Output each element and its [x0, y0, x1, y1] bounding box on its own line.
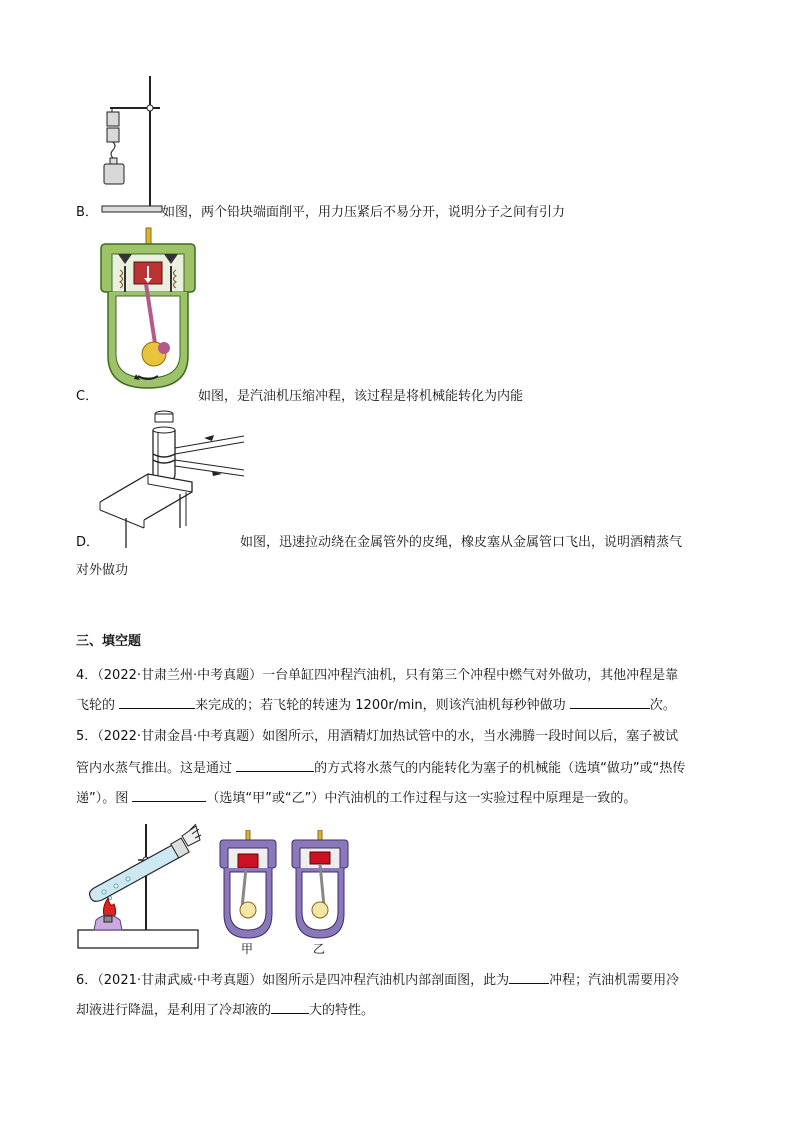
engine-jia-figure	[218, 830, 278, 942]
metal-tube-figure	[96, 408, 246, 548]
q6-blank-1[interactable]	[509, 970, 549, 984]
lead-blocks-figure	[98, 72, 164, 218]
option-d-text-line2: 对外做功	[76, 563, 129, 578]
option-d-letter: D．	[76, 535, 100, 550]
q6-line1-b: 冲程；汽油机需要用冷	[549, 973, 680, 988]
q4-blank-2[interactable]	[570, 695, 650, 709]
q6-blank-2[interactable]	[271, 1000, 309, 1014]
option-c	[76, 388, 524, 406]
q5-blank-1[interactable]	[236, 758, 314, 772]
q5-line2-b: 的方式将水蒸气的内能转化为塞子的机械能（选填“做功”或“热传	[314, 761, 686, 776]
option-b-text: 如图，两个铅块端面削平，用力压紧后不易分开，说明分子之间有引力	[162, 205, 566, 220]
option-b	[76, 204, 566, 222]
q5-line2	[76, 758, 685, 778]
q4-line2-b: 来完成的；若飞轮的转速为 1200r/min，则该汽油机每秒钟做功	[195, 698, 570, 713]
option-d-text-line1: 如图，迅速拉动绕在金属管外的皮绳，橡皮塞从金属管口飞出，说明酒精蒸气	[240, 535, 683, 550]
engine-compression-figure	[98, 226, 198, 394]
label-jia: 甲	[241, 942, 254, 956]
q4-line2-a: 飞轮的	[76, 698, 120, 713]
q5-line3	[76, 788, 636, 808]
label-yi: 乙	[313, 942, 326, 956]
q4-line2-c: 次。	[649, 698, 676, 713]
q6-line2	[76, 1000, 374, 1020]
q5-line3-b: （选填“甲”或“乙”）中汽油机的工作过程与这一实验过程中原理是一致的。	[206, 791, 637, 806]
q6-line1-a: 6．（2021·甘肃武威·中考真题）如图所示是四冲程汽油机内部剖面图，此为	[76, 973, 510, 988]
q4-blank-1[interactable]	[119, 695, 195, 709]
q5-line1: 5．（2022·甘肃金昌·中考真题）如图所示，用酒精灯加热试管中的水，当水沸腾一段时间以后，塞子被试	[76, 729, 679, 744]
q6-line2-b: 大的特性。	[309, 1003, 375, 1018]
option-c-letter: C．	[76, 389, 99, 404]
option-c-text: 如图，是汽油机压缩冲程，该过程是将机械能转化为内能	[198, 389, 524, 404]
engine-yi-figure	[290, 830, 350, 942]
test-tube-heating-figure	[74, 816, 204, 952]
q5-line2-a: 管内水蒸气推出。这是通过	[76, 761, 237, 776]
section-title	[76, 633, 141, 651]
q5-blank-2[interactable]	[132, 788, 206, 802]
option-b-letter: B．	[76, 205, 98, 220]
q4-line1: 4．（2022·甘肃兰州·中考真题）一台单缸四冲程汽油机，只有第三个冲程中燃气对外做功，其他冲程是靠	[76, 668, 679, 683]
q5-line3-a: 递”）。图	[76, 791, 133, 806]
option-d	[76, 534, 683, 552]
q4-line2	[76, 695, 676, 715]
q6-line1	[76, 970, 679, 990]
section-title-text: 三、填空题	[76, 634, 142, 649]
q6-line2-a: 却液进行降温，是利用了冷却液的	[76, 1003, 272, 1018]
